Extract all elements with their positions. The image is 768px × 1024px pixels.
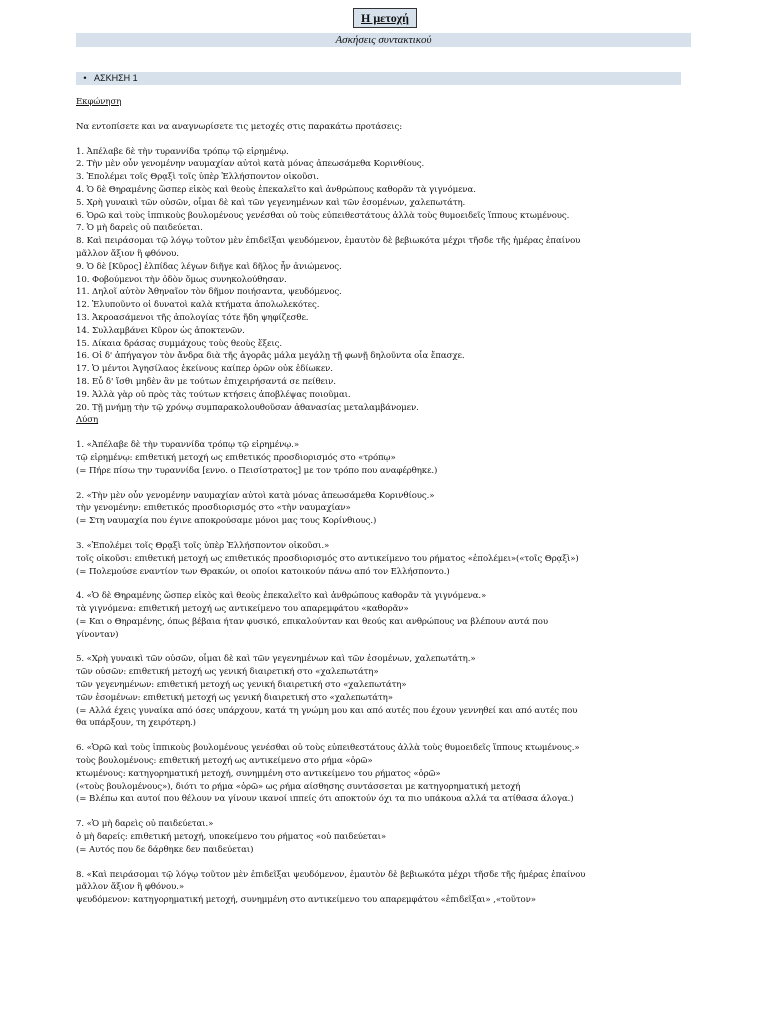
solution-line: γίνονταν) [76,629,119,640]
solution-block [76,540,686,578]
sentence-line: 18. Εὖ δ' ἴσθι μηδὲν ἂν με τούτων ἐπιχειρήσαντά σε πείθειν. [76,376,336,387]
sentence-line: 7. Ὁ μὴ δαρεὶς οὐ παιδεύεται. [76,223,203,234]
sentence-line: μᾶλλον ἄξιον ἢ φθόνου. [76,248,179,259]
sentence-line: 6. Ὁρῶ καὶ τοὺς ἱππικοὺς βουλομένους γενέσθαι οὐ τοὺς εὐπειθεστάτους ἀλλὰ τοὺς θυμοειδεῖς ἵππους κτωμένους. [76,210,570,221]
instruction-text: Να εντοπίσετε και να αναγνωρίσετε τις μετοχές στις παρακάτω προτάσεις: [76,121,403,132]
sentence-line: 20. Τῇ μνήμῃ τὴν τῷ χρόνῳ συμπαρακολουθοῦσαν ἀθανασίας μεταλαμβάνομεν. [76,402,419,413]
document-subtitle: Ασκήσεις συντακτικού [76,33,691,47]
solution-line: (= Και ο Θηραμένης, όπως βέβαια ήταν φυσικό, επικαλούνταν και θεούς και ανθρώπους να βλέπουν αυτά που [76,616,548,627]
solution-block [76,590,686,641]
solution-line: 7. «Ὁ μὴ δαρεὶς οὐ παιδεύεται.» [76,819,214,830]
solution-line: τῶν γεγενημένων: επιθετική μετοχή ως γενική διαιρετική στο «χαλεπωτάτη» [76,680,407,691]
solution-line: ὁ μὴ δαρείς: επιθετική μετοχή, υποκείμενο του ρήματος «οὐ παιδεύεται» [76,832,387,843]
solution-block [76,818,686,856]
solution-line: τῶν οὐσῶν: επιθετική μετοχή ως γενική διαιρετική στο «χαλεπωτάτη» [76,667,379,678]
sentence-line: 13. Ἀκροασάμενοι τῆς ἀπολογίας τότε ἤδη ψηφίζεσθε. [76,312,309,323]
sentence-line: 15. Δίκαια δράσας συμμάχους τοὺς θεοὺς ἕξεις. [76,338,282,349]
document-title: Η μετοχή [353,8,417,28]
solution-line: (= Στη ναυμαχία που έγινε αποκρούσαμε μόνοι μας τους Κορίνθιους.) [76,516,377,527]
solution-block [76,490,686,528]
solution-block [76,742,686,806]
solution-heading: Λύση [76,415,99,426]
sentence-line: 17. Ὁ μέντοι Ἀγησίλαος ἐκείνους καίπερ ὁρῶν οὐκ ἐδίωκεν. [76,364,333,375]
exercise-label: ΑΣΚΗΣΗ 1 [94,73,138,83]
solution-block [76,439,686,477]
solution-line: θα υπάρξουν, τη χειρότερη.) [76,718,196,729]
solution-line: 8. «Καὶ πειράσομαι τῷ λόγῳ τοῦτον μὲν ἐπιδεῖξαι ψευδόμενον, ἐμαυτὸν δὲ βεβιωκότα μέχρι τῆσδε τῆς ἡμέρας ἐπαίνου [76,869,586,880]
sentence-line: 4. Ὁ δὲ Θηραμένης ὥσπερ εἰκὸς καὶ θεοὺς ἐπεκαλεῖτο καὶ ἀνθρώπους καθορᾶν τὰ γιγνόμενα. [76,184,476,195]
solution-line: τὴν γενομένην: επιθετικός προσδιορισμός στο «τὴν ναυμαχίαν» [76,503,351,514]
sentence-line: 5. Χρὴ γυναικὶ τῶν οὐσῶν, οἶμαι δὲ καὶ τῶν γεγενημένων καὶ τῶν ἐσομένων, χαλεπωτάτη. [76,197,466,208]
sentence-line: 8. Καὶ πειράσομαι τῷ λόγῳ τοῦτον μὲν ἐπιδεῖξαι ψευδόμενον, ἐμαυτὸν δὲ βεβιωκότα μέχρι τῆσδε τῆς ἡμέρας ἐπαίνου [76,236,581,247]
solution-line: τῶν ἐσομένων: επιθετική μετοχή ως γενική διαιρετική στο «χαλεπωτάτη» [76,692,393,703]
solution-line: 2. «Τὴν μὲν οὖν γενομένην ναυμαχίαν αὐτοὶ κατὰ μόνας ἀπεωσάμεθα Κορινθίους.» [76,490,435,501]
sentence-line: 14. Συλλαμβάνει Κῦρον ὡς ἀποκτενῶν. [76,325,245,336]
solution-line: 5. «Χρὴ γυναικὶ τῶν οὐσῶν, οἶμαι δὲ καὶ τῶν γεγενημένων καὶ τῶν ἐσομένων, χαλεπωτάτη.» [76,654,476,665]
exercise-heading [76,72,681,85]
solution-line: τοῖς οἰκοῦσι: επιθετική μετοχή ως επιθετικός προσδιορισμός στο αντικείμενο του ρήματος «ἐπολέμει»(«τοῖς Θρᾳξὶ») [76,553,579,564]
sentence-line: 2. Τὴν μὲν οὖν γενομένην ναυμαχίαν αὐτοὶ κατὰ μόνας ἀπεωσάμεθα Κορινθίους. [76,159,425,170]
sentence-line: 1. Ἀπέλαβε δὲ τὴν τυραννίδα τρόπῳ τῷ εἰρημένῳ. [76,146,289,157]
solution-line: 6. «Ὁρῶ καὶ τοὺς ἱππικοὺς βουλομένους γενέσθαι οὐ τοὺς εὐπειθεστάτους ἀλλὰ τοὺς θυμοειδεῖς ἵππους κτωμένους.» [76,743,580,754]
sentence-list [76,146,686,415]
sentence-line: 11. Δηλοῖ αὐτὸν Ἀθηναῖον τὸν δῆμον ποιήσαντα, ψευδόμενος. [76,287,342,298]
solution-line: 3. «Ἐπολέμει τοῖς Θρᾳξὶ τοῖς ὑπὲρ Ἑλλήσποντον οἰκοῦσι.» [76,540,330,551]
solution-line: 4. «Ὁ δὲ Θηραμένης ὥσπερ εἰκὸς καὶ θεοὺς ἐπεκαλεῖτο καὶ ἀνθρώπους καθορᾶν τὰ γιγνόμενα.» [76,591,487,602]
solution-line: (= Πήρε πίσω την τυραννίδα [εννο. ο Πεισίστρατος] με τον τρόπο που αναφέρθηκε.) [76,465,438,476]
solution-line: (= Βλέπω και αυτοί που θέλουν να γίνουν ικανοί ιππείς ότι αποκτούν όχι τα πιο υπάκουα αλλά τα ατίθασα άλογα.) [76,794,574,805]
sentence-line: 9. Ὁ δὲ [Κῦρος] ἐλπίδας λέγων διῆγε καὶ δῆλος ἦν ἀνιώμενος. [76,261,342,272]
solution-line: τοὺς βουλομένους: επιθετική μετοχή ως αντικείμενο στο ρήμα «ὁρῶ» [76,756,373,767]
solution-line: (= Αλλά έχεις γυναίκα από όσες υπάρχουν, κατά τη γνώμη μου και από αυτές που έχουν γεννηθεί και από αυτές που [76,705,578,716]
solution-line: τὰ γιγνόμενα: επιθετική μετοχή ως αντικείμενο του απαρεμφάτου «καθορᾶν» [76,604,409,615]
solution-line: 1. «Ἀπέλαβε δὲ τὴν τυραννίδα τρόπῳ τῷ εἰρημένῳ.» [76,440,299,451]
sentence-line: 16. Οἱ δ' ἀπήγαγον τὸν ἄνδρα διὰ τῆς ἀγορᾶς μάλα μεγάλῃ τῇ φωνῇ δηλοῦντα οἷα ἔπασχε. [76,351,465,362]
solution-line: κτωμένους: κατηγορηματική μετοχή, συνημμένη στο αντικείμενο του ρήματος «ὁρῶ» [76,768,441,779]
solution-block [76,869,686,907]
sentence-line: 12. Ἐλυποῦντο οἱ δυνατοὶ καλὰ κτήματα ἀπολωλεκότες. [76,300,320,311]
bullet-icon: • [83,73,87,83]
solution-line: μᾶλλον ἄξιον ἢ φθόνου.» [76,882,185,893]
prompt-heading: Εκφώνηση [76,97,122,107]
document-body [76,96,686,907]
sentence-line: 19. Ἀλλὰ γὰρ οὐ πρὸς τὰς τούτων κτήσεις ἀποβλέψας ποιοῦμαι. [76,389,351,400]
solution-line: (= Αυτός που δε δάρθηκε δεν παιδεύεται) [76,844,254,855]
solution-line: («τοὺς βουλομένους»), διότι το ρήμα «ὁρῶ» ως ρήμα αίσθησης συντάσσεται με κατηγορηματική μετοχή [76,781,521,792]
solution-line: (= Πολεμούσε εναντίον των Θρακών, οι οποίοι κατοικούν πάνω από τον Ελλήσποντο.) [76,566,450,577]
solution-block [76,653,686,730]
solution-line: τῷ εἰρημένῳ: επιθετική μετοχή ως επιθετικός προσδιορισμός στο «τρόπῳ» [76,452,396,463]
sentence-line: 10. Φοβούμενοι τὴν ὁδὸν ὅμως συνηκολούθησαν. [76,274,287,285]
solution-line: ψευδόμενον: κατηγορηματική μετοχή, συνημμένη στο αντικείμενο του απαρεμφάτου «ἐπιδεῖξαι» ,«τοῦτον» [76,895,536,906]
sentence-line: 3. Ἐπολέμει τοῖς Θρᾳξὶ τοῖς ὑπὲρ Ἑλλήσποντον οἰκοῦσι. [76,172,319,183]
